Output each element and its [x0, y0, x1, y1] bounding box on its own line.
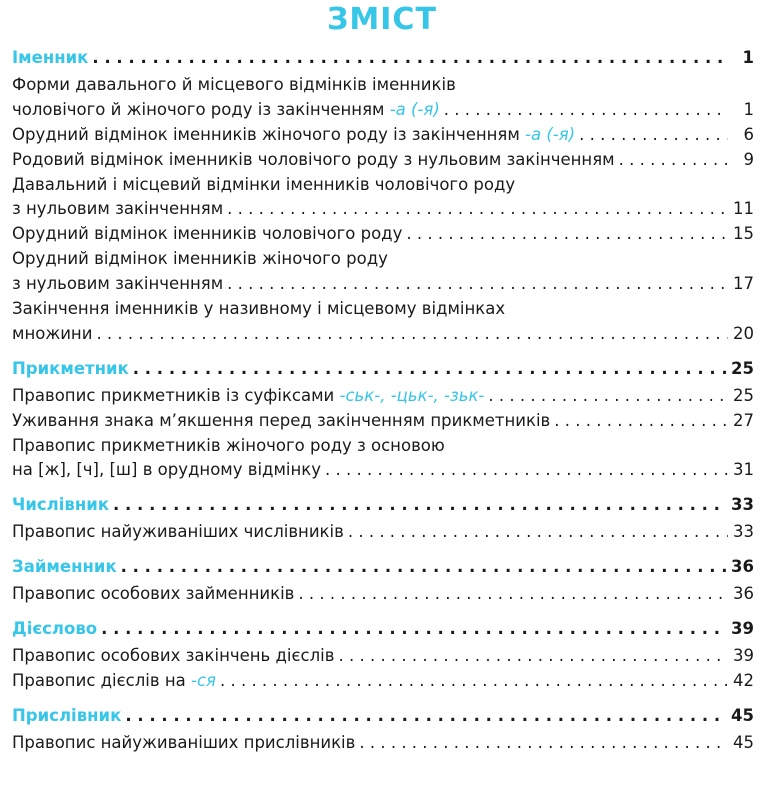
section-title: Числівник	[12, 495, 110, 515]
section-title: Дієслово	[12, 618, 98, 638]
highlighted-suffix: -ськ-, -цьк-, -зьк-	[339, 385, 485, 405]
page-number: 45	[733, 732, 754, 752]
toc-entry[interactable]	[12, 409, 754, 433]
toc-entry[interactable]	[12, 148, 754, 172]
entry-title: на [ж], [ч], [ш] в орудному відмінку	[12, 460, 322, 480]
entry-title: з нульовим закінченням	[12, 199, 224, 219]
page-number: 6	[743, 124, 754, 144]
dot-leader	[348, 520, 728, 544]
page-number: 39	[731, 618, 754, 638]
toc-entry[interactable]	[12, 582, 754, 606]
page-number: 27	[733, 410, 754, 430]
page-number: 39	[733, 645, 754, 665]
entry-title: Правопис найуживаніших прислівників	[12, 732, 356, 752]
page-number: 36	[733, 584, 754, 603]
toc-entry[interactable]	[12, 731, 754, 755]
highlighted-suffix: -а (-я)	[525, 124, 576, 144]
section-title: Прикметник	[12, 358, 129, 378]
dot-leader	[113, 493, 727, 517]
dot-leader	[359, 731, 728, 755]
page-number: 1	[742, 48, 754, 67]
entry-title: Родовий відмінок іменників чоловічого роду з нульовим закінченням	[12, 149, 615, 169]
entry-line: Давальний і місцевий відмінки іменників чоловічого роду	[12, 174, 516, 194]
toc-entry[interactable]	[12, 644, 754, 668]
page-number: 33	[731, 495, 754, 515]
toc-section-1[interactable]	[12, 46, 754, 70]
toc-entry[interactable]	[12, 384, 754, 408]
entry-title: множини	[12, 323, 93, 343]
dot-leader	[125, 704, 727, 728]
toc-entry[interactable]	[12, 123, 754, 147]
toc-section-2[interactable]	[12, 357, 754, 381]
dot-leader	[96, 322, 728, 346]
toc-section-6[interactable]	[12, 704, 754, 728]
dot-leader	[133, 357, 727, 381]
entry-title: Правопис особових закінчень дієслів	[12, 645, 335, 665]
page-number: 45	[731, 705, 754, 725]
dot-leader	[619, 148, 728, 172]
dot-leader	[579, 123, 728, 147]
entry-title: чоловічого й жіночого роду із закінченням -а (-я)	[12, 99, 440, 119]
dot-leader	[444, 98, 728, 122]
page-number: 9	[743, 149, 754, 169]
dot-leader	[92, 46, 728, 70]
toc-entry[interactable]	[12, 197, 754, 221]
dot-leader	[121, 555, 727, 579]
entry-title: Уживання знака м’якшення перед закінченням прикметників	[12, 410, 551, 430]
entry-line: Форми давального й місцевого відмінків іменників	[12, 74, 456, 94]
toc-entry[interactable]	[12, 98, 754, 122]
page-number: 36	[731, 557, 754, 577]
page-number: 25	[731, 358, 754, 378]
page-number: 17	[733, 274, 754, 294]
entry-line: Закінчення іменників у називному і місцевому відмінках	[12, 299, 506, 318]
entry-line: Орудний відмінок іменників жіночого роду	[12, 249, 388, 269]
page-number: 11	[733, 199, 754, 219]
page-number: 20	[733, 323, 754, 343]
dot-leader	[227, 197, 728, 221]
page-title: ЗМІСТ	[327, 2, 437, 37]
toc-entry[interactable]	[12, 222, 754, 246]
dot-leader	[298, 582, 728, 606]
dot-leader	[220, 669, 728, 693]
toc-entry[interactable]	[12, 520, 754, 544]
toc-entry[interactable]	[12, 272, 754, 296]
page-number: 1	[743, 99, 754, 119]
dot-leader	[101, 617, 727, 641]
toc-entry[interactable]	[12, 322, 754, 346]
entry-title: Правопис дієслів на -ся	[12, 670, 216, 690]
entry-title: Орудний відмінок іменників жіночого роду із закінченням -а (-я)	[12, 124, 576, 144]
page-number: 31	[733, 460, 754, 480]
toc-entry[interactable]	[12, 458, 754, 482]
entry-line: Правопис прикметників жіночого роду з основою	[12, 435, 445, 455]
dot-leader	[554, 409, 728, 433]
entry-title: Орудний відмінок іменників чоловічого роду	[12, 224, 403, 244]
page-number: 33	[733, 522, 754, 542]
page-number: 42	[733, 670, 754, 690]
toc-section-4[interactable]	[12, 555, 754, 579]
toc-section-3[interactable]	[12, 493, 754, 517]
entry-title: з нульовим закінченням	[12, 274, 224, 294]
toc-entry[interactable]	[12, 669, 754, 693]
dot-leader	[488, 384, 728, 408]
section-title: Прислівник	[12, 705, 122, 725]
entry-title: Правопис найуживаніших числівників	[12, 522, 344, 542]
highlighted-suffix: -а (-я)	[389, 99, 440, 119]
entry-title: Правопис особових займенників	[12, 584, 295, 603]
dot-leader	[406, 222, 728, 246]
section-title: Іменник	[12, 48, 89, 67]
page-number: 25	[733, 385, 754, 405]
page-number: 15	[733, 224, 754, 244]
highlighted-suffix: -ся	[191, 670, 216, 690]
section-title: Займенник	[12, 557, 117, 577]
dot-leader	[325, 458, 728, 482]
toc-section-5[interactable]	[12, 617, 754, 641]
dot-leader	[227, 272, 728, 296]
dot-leader	[338, 644, 728, 668]
entry-title: Правопис прикметників із суфіксами -ськ-, -цьк-, -зьк-	[12, 385, 485, 405]
